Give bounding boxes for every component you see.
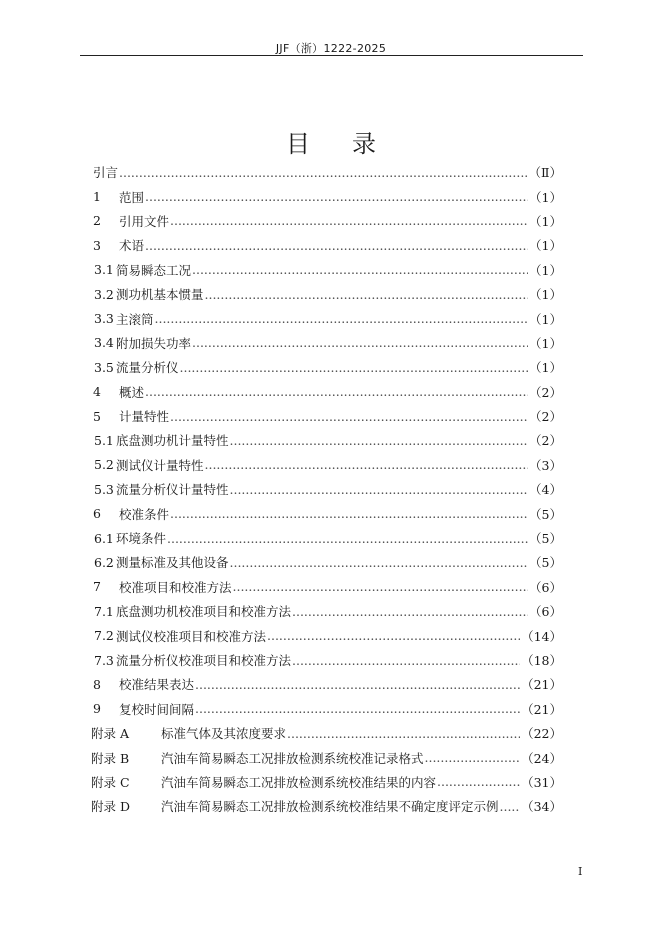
toc-leader-dots — [192, 335, 528, 350]
toc-entry-label: 测量标准及其他设备 — [116, 555, 229, 571]
toc-entry-label: 附加损失功率 — [116, 335, 192, 351]
page-title: 目录 — [286, 130, 418, 158]
header-rule — [80, 55, 583, 56]
toc-entry-page: （5） — [529, 531, 562, 547]
toc-entry-label: 范围 — [119, 189, 145, 205]
toc-entry[interactable] — [93, 575, 562, 599]
toc-entry[interactable] — [93, 770, 562, 794]
toc-entry-number: 3.5 — [94, 359, 114, 375]
toc-entry-number: 7.2 — [94, 628, 114, 644]
toc-entry-label: 环境条件 — [116, 531, 167, 547]
toc-entry-label: 底盘测功机校准项目和校准方法 — [116, 604, 292, 620]
toc-leader-dots — [287, 726, 520, 741]
toc-entry[interactable] — [93, 526, 562, 550]
toc-entry-label: 引言 — [93, 165, 119, 181]
toc-entry-number: 9 — [93, 701, 101, 717]
document-header: JJF（浙）1222-2025 — [275, 42, 387, 55]
toc-entry-label: 计量特性 — [119, 409, 170, 425]
toc-entry[interactable] — [93, 404, 562, 428]
toc-entry-label: 流量分析仪计量特性 — [116, 482, 229, 498]
toc-entry-label: 流量分析仪 — [116, 360, 179, 376]
toc-entry-page: （2） — [529, 409, 562, 425]
toc-entry[interactable] — [93, 258, 562, 282]
toc-leader-dots — [155, 311, 529, 326]
toc-entry[interactable] — [93, 380, 562, 404]
toc-entry-page: （1） — [529, 189, 562, 205]
toc-entry[interactable] — [93, 672, 562, 696]
toc-entry-number: 3.3 — [94, 311, 114, 327]
toc-entry-label: 标准气体及其浓度要求 — [161, 726, 287, 742]
toc-entry-number: 7.3 — [94, 652, 114, 668]
toc-entry[interactable] — [93, 648, 562, 672]
toc-entry-number: 5.2 — [94, 457, 114, 473]
toc-leader-dots — [292, 653, 520, 668]
toc-entry-label: 校准条件 — [119, 506, 170, 522]
toc-entry-label: 概述 — [119, 384, 145, 400]
toc-entry-number: 8 — [93, 676, 101, 692]
toc-entry-page: （6） — [529, 579, 562, 595]
toc-entry-label: 测功机基本惯量 — [116, 287, 204, 303]
toc-entry[interactable] — [93, 428, 562, 452]
toc-entry[interactable] — [93, 233, 562, 257]
toc-entry-number: 7.1 — [94, 603, 114, 619]
toc-entry[interactable] — [93, 623, 562, 647]
toc-entry-label: 主滚筒 — [116, 311, 154, 327]
toc-entry-label: 简易瞬态工况 — [116, 262, 192, 278]
toc-entry[interactable] — [93, 721, 562, 745]
toc-leader-dots — [230, 433, 529, 448]
toc-entry-page: （6） — [529, 604, 562, 620]
toc-entry-label: 校准结果表达 — [119, 677, 195, 693]
toc-entry-number: 5.1 — [94, 432, 114, 448]
toc-entry-label: 引用文件 — [119, 213, 170, 229]
toc-entry-label: 底盘测功机计量特性 — [116, 433, 229, 449]
toc-leader-dots — [205, 287, 529, 302]
toc-entry-page: （34） — [521, 799, 562, 815]
toc-leader-dots — [230, 555, 529, 570]
toc-entry-page: （22） — [521, 726, 562, 742]
toc-leader-dots — [170, 506, 528, 521]
toc-leader-dots — [145, 384, 528, 399]
toc-leader-dots — [292, 604, 528, 619]
toc-entry-page: （21） — [521, 701, 562, 717]
toc-entry-number: 2 — [93, 213, 101, 229]
toc-entry-label: 流量分析仪校准项目和校准方法 — [116, 653, 292, 668]
toc-entry-number: 附录 A — [91, 726, 130, 742]
toc-entry-number: 6.1 — [94, 530, 114, 546]
toc-entry[interactable] — [93, 697, 562, 721]
toc-entry-number: 6 — [93, 506, 101, 522]
toc-entry[interactable] — [93, 209, 562, 233]
toc-entry-number: 3.4 — [94, 335, 114, 351]
toc-entry-page: （5） — [529, 506, 562, 522]
toc-leader-dots — [500, 799, 521, 814]
toc-entry[interactable] — [93, 160, 562, 184]
toc-entry[interactable] — [93, 550, 562, 574]
toc-entry-page: （18） — [521, 653, 562, 668]
toc-leader-dots — [170, 409, 528, 424]
toc-leader-dots — [205, 457, 529, 472]
toc-leader-dots — [170, 213, 528, 228]
toc-leader-dots — [145, 189, 528, 204]
toc-entry-number: 附录 D — [91, 799, 130, 815]
toc-entry-label: 测试仪计量特性 — [116, 457, 204, 473]
toc-entry-page: （1） — [529, 311, 562, 327]
toc-entry-page: （1） — [529, 335, 562, 351]
page-number: I — [578, 865, 583, 878]
toc-entry-number: 7 — [93, 579, 101, 595]
toc-entry-page: （2） — [529, 433, 562, 449]
toc-entry-number: 附录 C — [91, 774, 130, 790]
toc-entry-number: 附录 B — [91, 750, 130, 766]
toc-entry[interactable] — [93, 745, 562, 769]
toc-entry-label: 汽油车简易瞬态工况排放检测系统校准结果不确定度评定示例 — [161, 799, 499, 815]
toc-entry-label: 测试仪校准项目和校准方法 — [116, 628, 267, 644]
toc-entry-number: 3 — [93, 237, 101, 253]
toc-leader-dots — [192, 262, 528, 277]
toc-entry[interactable] — [93, 477, 562, 501]
toc-entry-number: 3.1 — [94, 262, 114, 278]
toc-entry-label: 校准项目和校准方法 — [119, 579, 232, 595]
toc-entry-page: （Ⅱ） — [528, 165, 562, 181]
toc-entry-page: （1） — [529, 213, 562, 229]
toc-entry[interactable] — [93, 282, 562, 306]
toc-leader-dots — [167, 531, 528, 546]
toc-leader-dots — [437, 774, 520, 789]
toc-entry-page: （21） — [521, 677, 562, 693]
toc-entry-page: （1） — [529, 238, 562, 254]
toc-leader-dots — [233, 579, 529, 594]
toc-entry-label: 术语 — [119, 238, 145, 254]
toc-entry-number: 5.3 — [94, 481, 114, 497]
toc-entry-label: 复校时间间隔 — [119, 701, 195, 717]
toc-entry[interactable] — [93, 794, 562, 818]
toc-entry-page: （1） — [529, 360, 562, 376]
toc-entry-page: （14） — [521, 628, 562, 644]
toc-leader-dots — [267, 628, 520, 643]
toc-entry-number: 3.2 — [94, 286, 114, 302]
toc-entry[interactable] — [93, 306, 562, 330]
toc-entry-page: （4） — [529, 482, 562, 498]
toc-leader-dots — [195, 677, 520, 692]
toc-leader-dots — [230, 482, 529, 497]
toc-entry-label: 汽油车简易瞬态工况排放检测系统校准结果的内容 — [161, 774, 437, 790]
toc-entry[interactable] — [93, 501, 562, 525]
toc-entry[interactable] — [93, 599, 562, 623]
toc-entry-page: （2） — [529, 384, 562, 400]
toc-entry[interactable] — [93, 453, 562, 477]
toc-leader-dots — [119, 165, 527, 180]
toc-leader-dots — [195, 701, 520, 716]
toc-entry-page: （31） — [521, 774, 562, 790]
toc-entry[interactable] — [93, 184, 562, 208]
toc-entry[interactable] — [93, 355, 562, 379]
toc-entry-number: 1 — [93, 189, 101, 205]
toc-entry-page: （24） — [521, 750, 562, 766]
toc-entry-page: （5） — [529, 555, 562, 571]
toc-entry-number: 4 — [93, 384, 101, 400]
toc-leader-dots — [425, 750, 521, 765]
toc-entry-label: 汽油车简易瞬态工况排放检测系统校准记录格式 — [161, 750, 424, 766]
toc-entry-page: （1） — [529, 287, 562, 303]
toc-leader-dots — [145, 238, 528, 253]
toc-entry-number: 5 — [93, 408, 101, 424]
table-of-contents — [93, 160, 562, 819]
toc-leader-dots — [180, 360, 529, 375]
toc-entry-number: 6.2 — [94, 554, 114, 570]
toc-entry[interactable] — [93, 331, 562, 355]
toc-entry-page: （3） — [529, 457, 562, 473]
toc-entry-page: （1） — [529, 262, 562, 278]
